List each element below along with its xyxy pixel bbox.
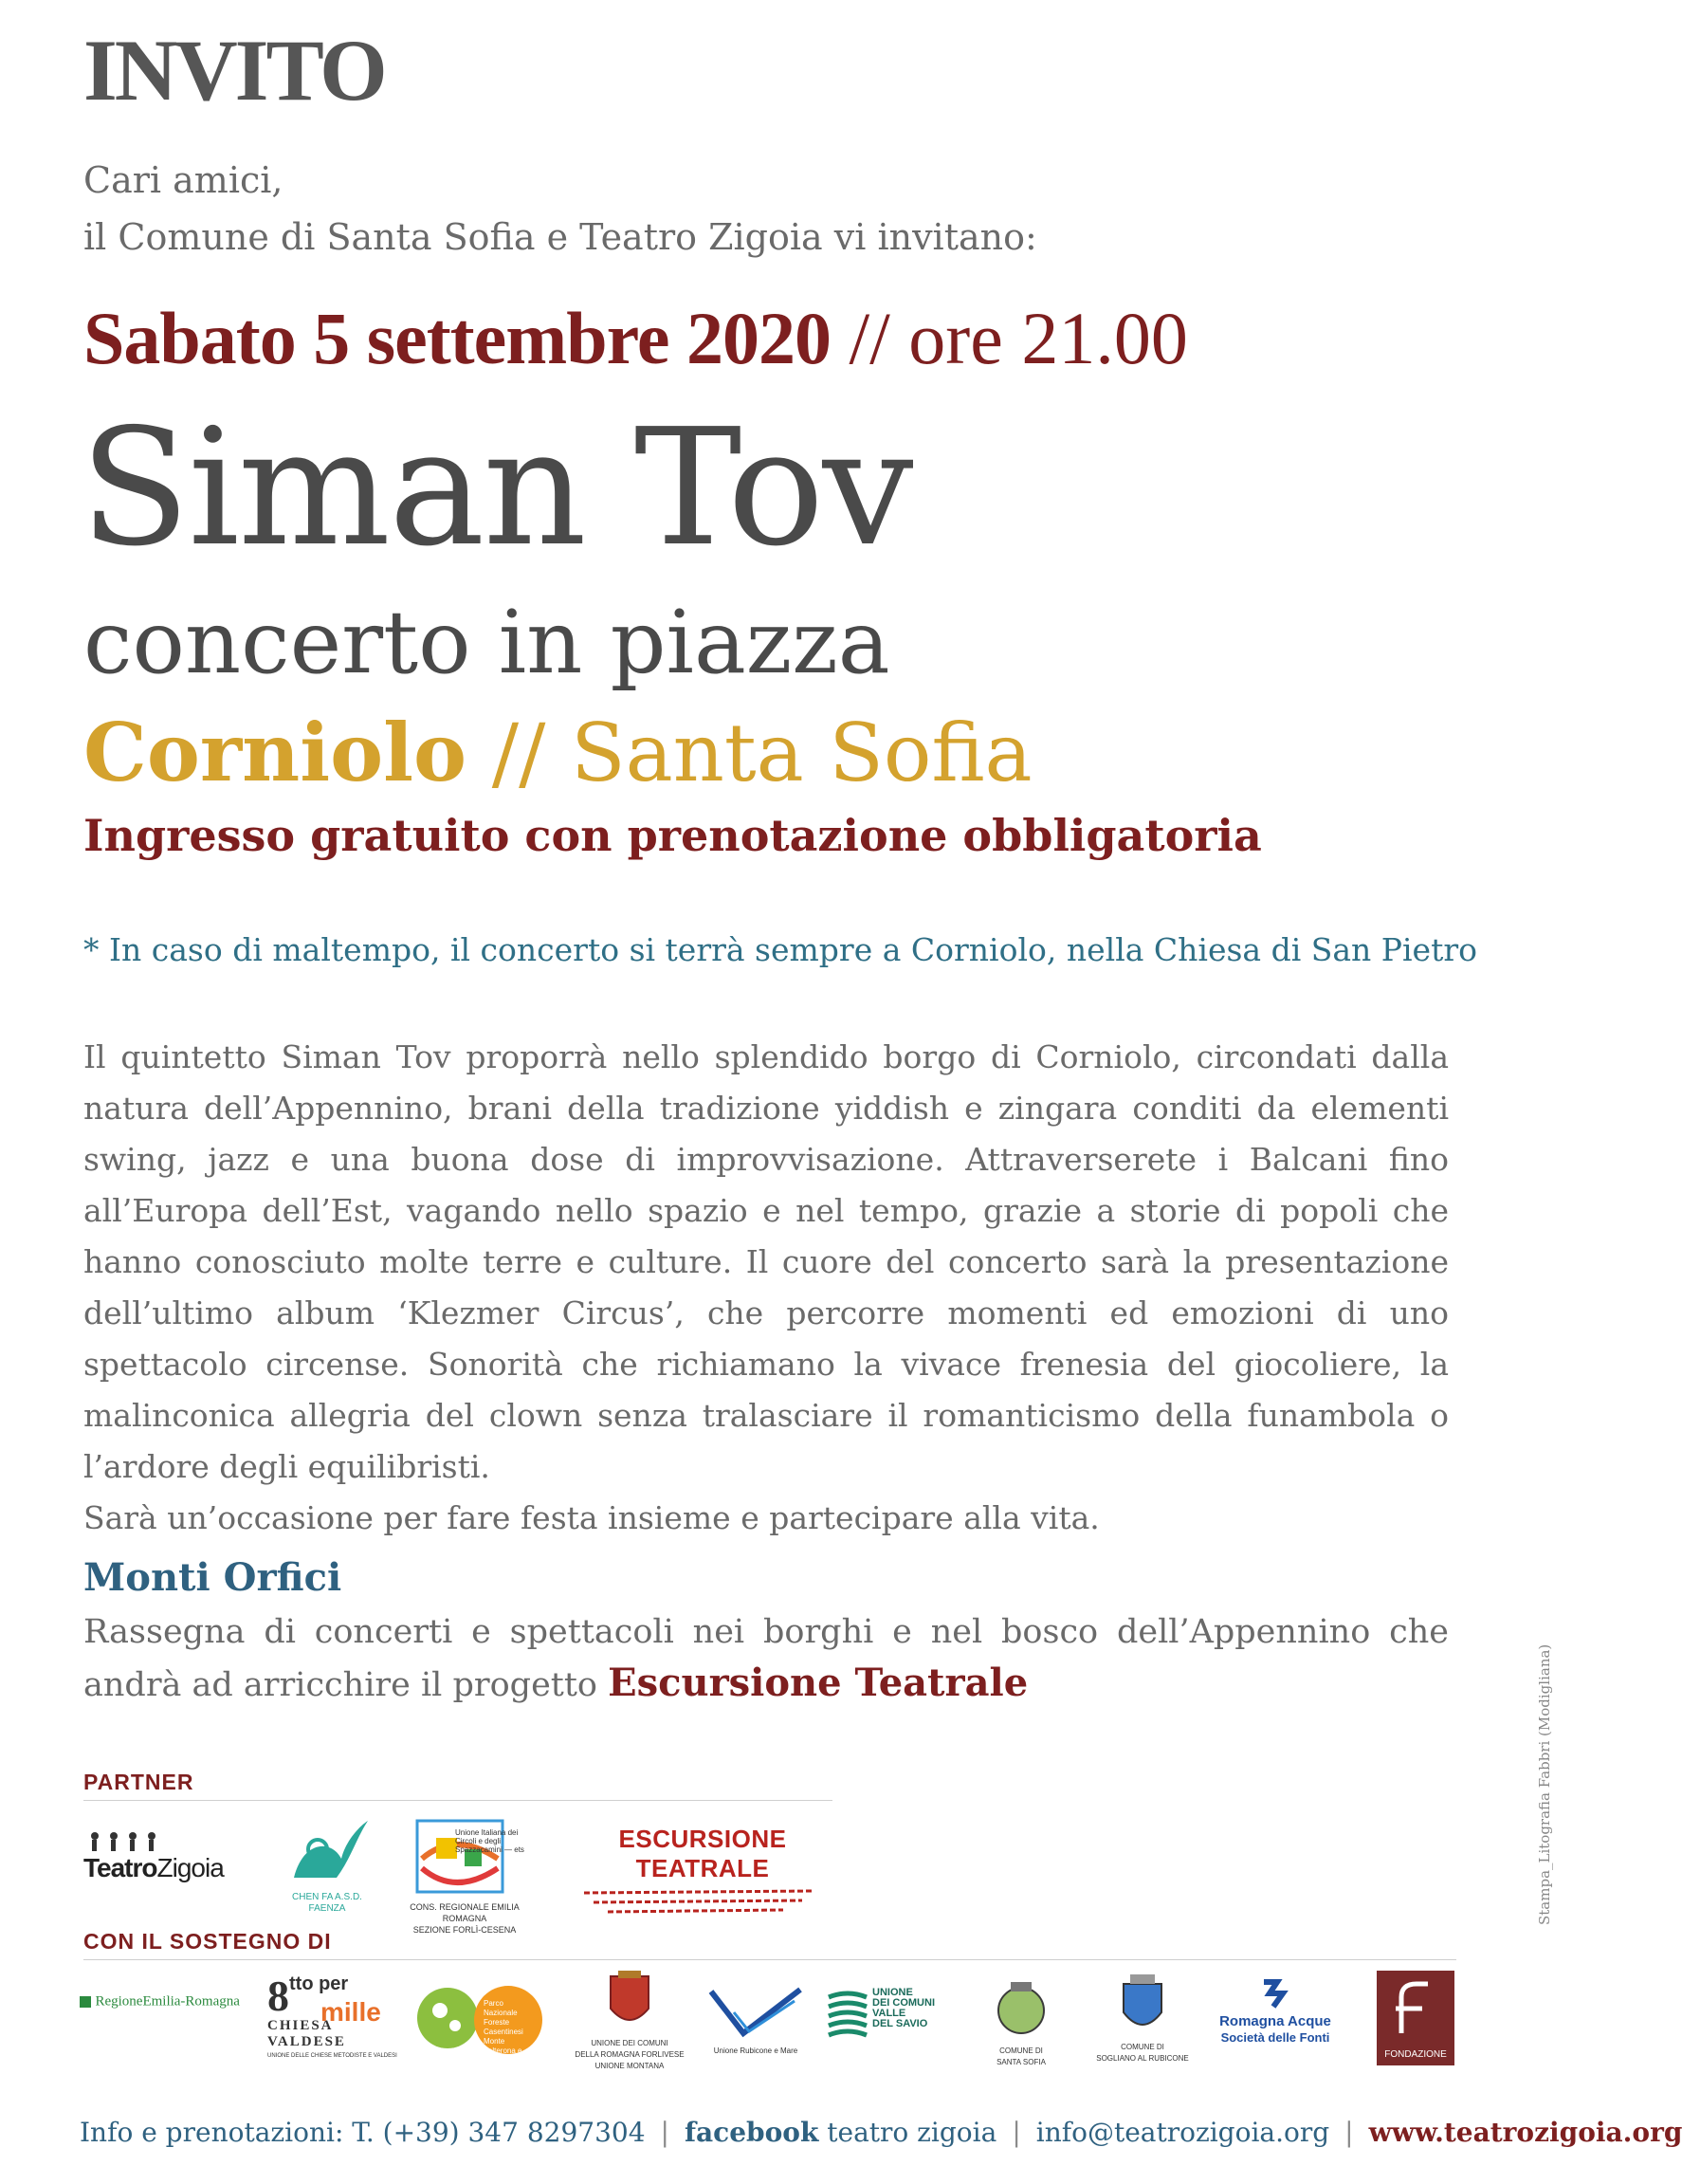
location-town: // Santa Sofia	[466, 707, 1033, 799]
footer-website-link[interactable]: www.teatrozigoia.org	[1368, 2117, 1682, 2148]
footer-separator: |	[1344, 2117, 1354, 2148]
otto-per-mille-logo: 8tto per mille CHIESA VALDESE UNIONE DELLE CHIESE METODISTE E VALDESI	[267, 1974, 400, 2069]
greeting-line-2: il Comune di Santa Sofia e Teatro Zigoia vi invitano:	[83, 216, 1037, 258]
valle-savio-text: UNIONE DEI COMUNI VALLE DEL SAVIO	[872, 1987, 935, 2029]
fondazione-badge	[1377, 1971, 1454, 2065]
footer-email[interactable]: info@teatrozigoia.org	[1035, 2117, 1330, 2148]
cons-regionale-text: CONS. REGIONALE EMILIA ROMAGNA SEZIONE FORLÌ-CESENA	[410, 1902, 520, 1935]
santa-sofia-crest-icon	[978, 1978, 1064, 2041]
rassegna-title: Monti Orfici	[83, 1555, 342, 1600]
unione-montana-logo	[573, 1971, 686, 2075]
event-subtitle: concerto in piazza	[83, 592, 890, 693]
sogliano-logo	[1090, 1974, 1195, 2069]
chen-fa-text: CHEN FA A.S.D. FAENZA	[292, 1892, 362, 1914]
teatro-zigoia-part1: Teatro	[83, 1853, 157, 1882]
unione-montana-crest-icon	[573, 1971, 686, 2033]
chen-fa-bird-icon	[284, 1811, 370, 1887]
footer-contacts	[80, 2117, 1682, 2148]
regione-flag-icon	[80, 1996, 91, 2008]
fondazione-logo	[1377, 1971, 1454, 2065]
santa-sofia-text: COMUNE DI SANTA SOFIA	[996, 2046, 1046, 2066]
description-paragraph-2: Sarà un’occasione per fare festa insieme e partecipare alla vita.	[83, 1499, 1100, 1536]
cons-regionale-icon	[398, 1811, 531, 1897]
otto-chiesa-text: CHIESA VALDESE	[267, 2018, 346, 2049]
dancers-icon	[83, 1830, 254, 1853]
rassegna-text	[83, 1606, 1449, 1711]
footer-phone[interactable]: Info e prenotazioni: T. (+39) 347 8297304	[80, 2117, 646, 2148]
admission-note: Ingresso gratuito con prenotazione obbligatoria	[83, 810, 1262, 861]
rassegna-project: Escursione Teatrale	[608, 1661, 1029, 1705]
cons-regionale-inner-text: Unione Italiana dei Circoli e degli Spazzacamini — ets	[455, 1828, 524, 1854]
escursione-scribble-icon	[565, 1883, 840, 1918]
unione-rubicone-logo	[705, 1984, 806, 2060]
sostegno-label: CON IL SOSTEGNO DI	[83, 1929, 332, 1954]
fondazione-text: FONDAZIONE	[1384, 2049, 1447, 2060]
greeting	[83, 152, 1037, 266]
teatro-zigoia-logo	[83, 1830, 254, 1887]
otto-mille-text: mille	[320, 1997, 381, 2027]
event-time: // ore 21.00	[830, 297, 1188, 379]
footer-separator: |	[660, 2117, 669, 2148]
event-date-line	[83, 297, 1188, 379]
partner-label: PARTNER	[83, 1770, 194, 1794]
cons-regionale-logo	[398, 1811, 531, 1935]
event-title: Siman Tov	[80, 395, 912, 582]
event-date: Sabato 5 settembre 2020	[83, 297, 831, 379]
invitation-heading: INVITO	[83, 22, 385, 119]
partner-divider	[83, 1800, 832, 1801]
footer-separator: |	[1012, 2117, 1021, 2148]
regione-emilia-romagna-logo	[80, 1993, 250, 2022]
otto-top-text: tto per	[289, 1973, 349, 1994]
unione-rubicone-wave-icon	[705, 1984, 806, 2041]
sogliano-text: COMUNE DI SOGLIANO AL RUBICONE	[1096, 2043, 1189, 2063]
valle-savio-stripes-icon	[827, 1991, 868, 2039]
weather-note: * In caso di maltempo, il concerto si terrà sempre a Corniolo, nella Chiesa di San Pietro	[83, 931, 1477, 968]
romagna-acque-logo	[1204, 1978, 1346, 2054]
location-village: Corniolo	[83, 706, 467, 799]
printer-credit: Stampa_Litografia Fabbri (Modigliana)	[1536, 1643, 1553, 1925]
valle-savio-logo	[827, 1988, 941, 2045]
chen-fa-logo	[284, 1811, 370, 1916]
regione-text: RegioneEmilia-Romagna	[95, 1993, 240, 2010]
romagna-acque-text-1: Romagna Acque	[1219, 2013, 1331, 2029]
parco-text: Parco Nazionale Foreste Casentinesi Monte Falterona e Campigna	[484, 1999, 523, 2065]
otto-sub-text: UNIONE DELLE CHIESE METODISTE E VALDESI	[267, 2053, 397, 2059]
event-location	[83, 706, 1033, 799]
unione-rubicone-text: Unione Rubicone e Mare	[713, 2046, 798, 2055]
description-paragraph-1: Il quintetto Siman Tov proporrà nello splendido borgo di Corniolo, circondati dalla natura dell’Appennino, brani della tradizione yiddish e zingara conditi da elementi swing, jazz e una buona dose di improvvisazione. Attraverserete i Balcani fino all’Europa dell’Est, vagando nello spazio e nel tempo, grazie a storie di popoli che hanno conosciuto molte terre e culture. Il cuore del concerto sarà la presentazione dell’ultimo album ‘Klezmer Circus’, che percorre momenti ed emozioni di uno spettacolo circense. Sonorità che richiamano la vivace frenesia del giocoliere, la malinconica allegria del clown senza tralasciare il romanticismo della funambola o l’ardore degli equilibristi.	[83, 1038, 1449, 1485]
romagna-acque-text-2: Società delle Fonti	[1220, 2030, 1330, 2045]
footer-facebook-label[interactable]: facebook	[684, 2117, 819, 2148]
unione-montana-text: UNIONE DEI COMUNI DELLA ROMAGNA FORLIVESE UNIONE MONTANA	[575, 2039, 685, 2070]
footer-facebook-name[interactable]: teatro zigoia	[818, 2117, 997, 2148]
escursione-text: ESCURSIONE TEATRALE	[618, 1825, 787, 1882]
teatro-zigoia-part2: Zigoia	[156, 1853, 224, 1882]
sogliano-crest-icon	[1090, 1974, 1195, 2037]
fondazione-f-icon	[1377, 1971, 1454, 2045]
rassegna-description: Rassegna di concerti e spettacoli nei borghi e nel bosco dell’Appennino che andrà ad arricchire il progetto	[83, 1613, 1449, 1704]
event-description	[83, 1032, 1449, 1544]
santa-sofia-logo	[978, 1978, 1064, 2073]
sostegno-divider	[83, 1959, 1456, 1960]
parco-nazionale-logo	[413, 1982, 556, 2065]
greeting-line-1: Cari amici,	[83, 159, 283, 201]
romagna-acque-drop-icon	[1256, 1978, 1294, 2009]
escursione-teatrale-logo	[565, 1825, 840, 1900]
